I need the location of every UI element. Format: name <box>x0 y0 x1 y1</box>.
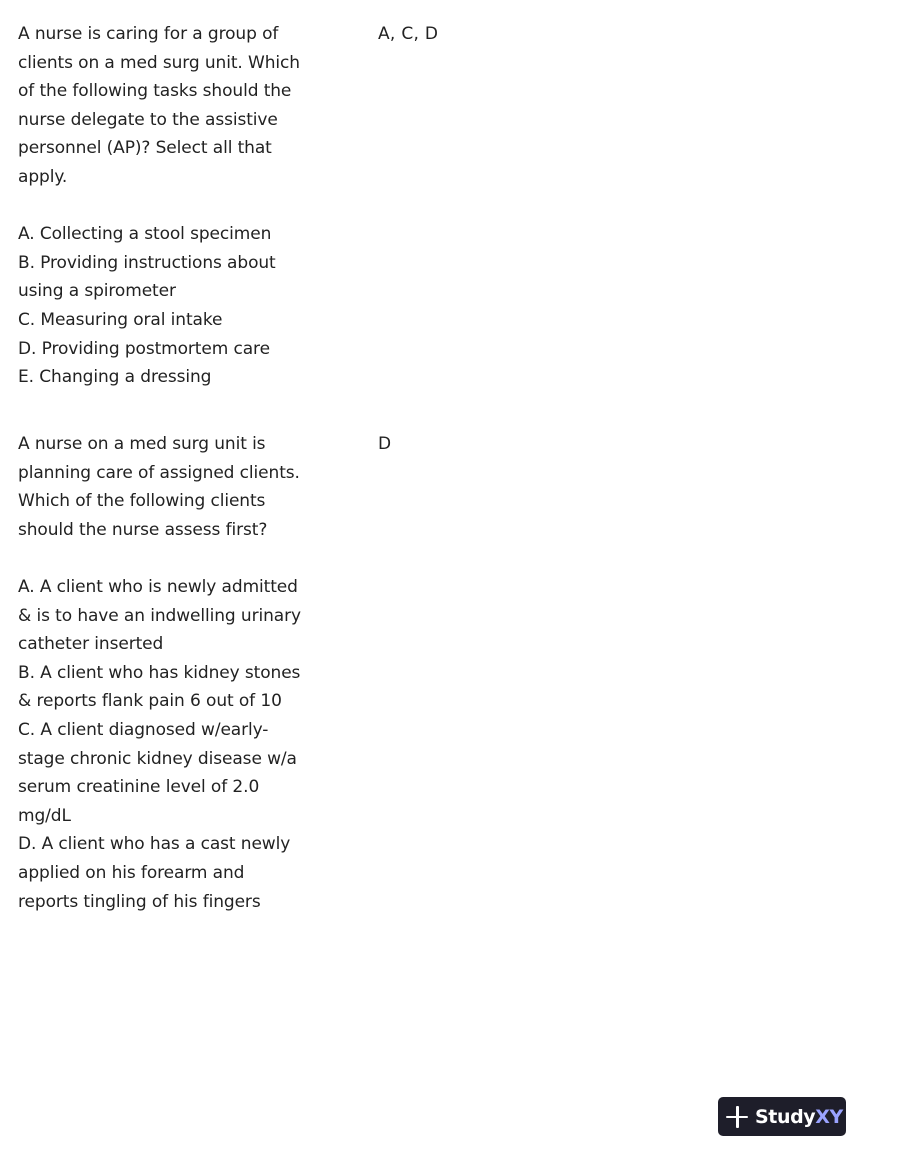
option-item: B. A client who has kidney stones & reports flank pain 6 out of 10 <box>18 662 301 712</box>
option-item: C. A client diagnosed w/early-stage chronic kidney disease w/a serum creatinine level of 2.0 mg/dL <box>18 719 297 826</box>
option-item: B. Providing instructions about using a spirometer <box>18 252 276 302</box>
plus-icon <box>726 1106 748 1128</box>
question-column <box>18 20 308 392</box>
option-item: A. A client who is newly admitted & is to have an indwelling urinary catheter inserted <box>18 576 301 655</box>
answer-text: A, C, D <box>378 24 439 44</box>
option-item: C. Measuring oral intake <box>18 309 223 330</box>
option-item: D. Providing postmortem care <box>18 338 270 359</box>
studyxy-logo-button[interactable] <box>718 1097 846 1136</box>
option-item: E. Changing a dressing <box>18 367 212 388</box>
option-item: A. Collecting a stool specimen <box>18 224 272 245</box>
flashcard-1 <box>18 20 898 392</box>
question-column <box>18 430 308 916</box>
question-text: A nurse is caring for a group of clients on a med surg unit. Which of the following tasks should the nurse delegate to the assistive personnel (AP)? Select all that apply. <box>18 24 300 187</box>
flashcard-2 <box>18 430 898 916</box>
answer-text: D <box>378 434 392 454</box>
question-text: A nurse on a med surg unit is planning care of assigned clients. Which of the following clients should the nurse assess first? <box>18 434 300 540</box>
option-item: D. A client who has a cast newly applied on his forearm and reports tingling of his fingers <box>18 834 291 912</box>
brand-name-accent: XY <box>815 1105 843 1128</box>
brand-name-main: Study <box>755 1105 816 1128</box>
brand-name <box>755 1106 843 1128</box>
